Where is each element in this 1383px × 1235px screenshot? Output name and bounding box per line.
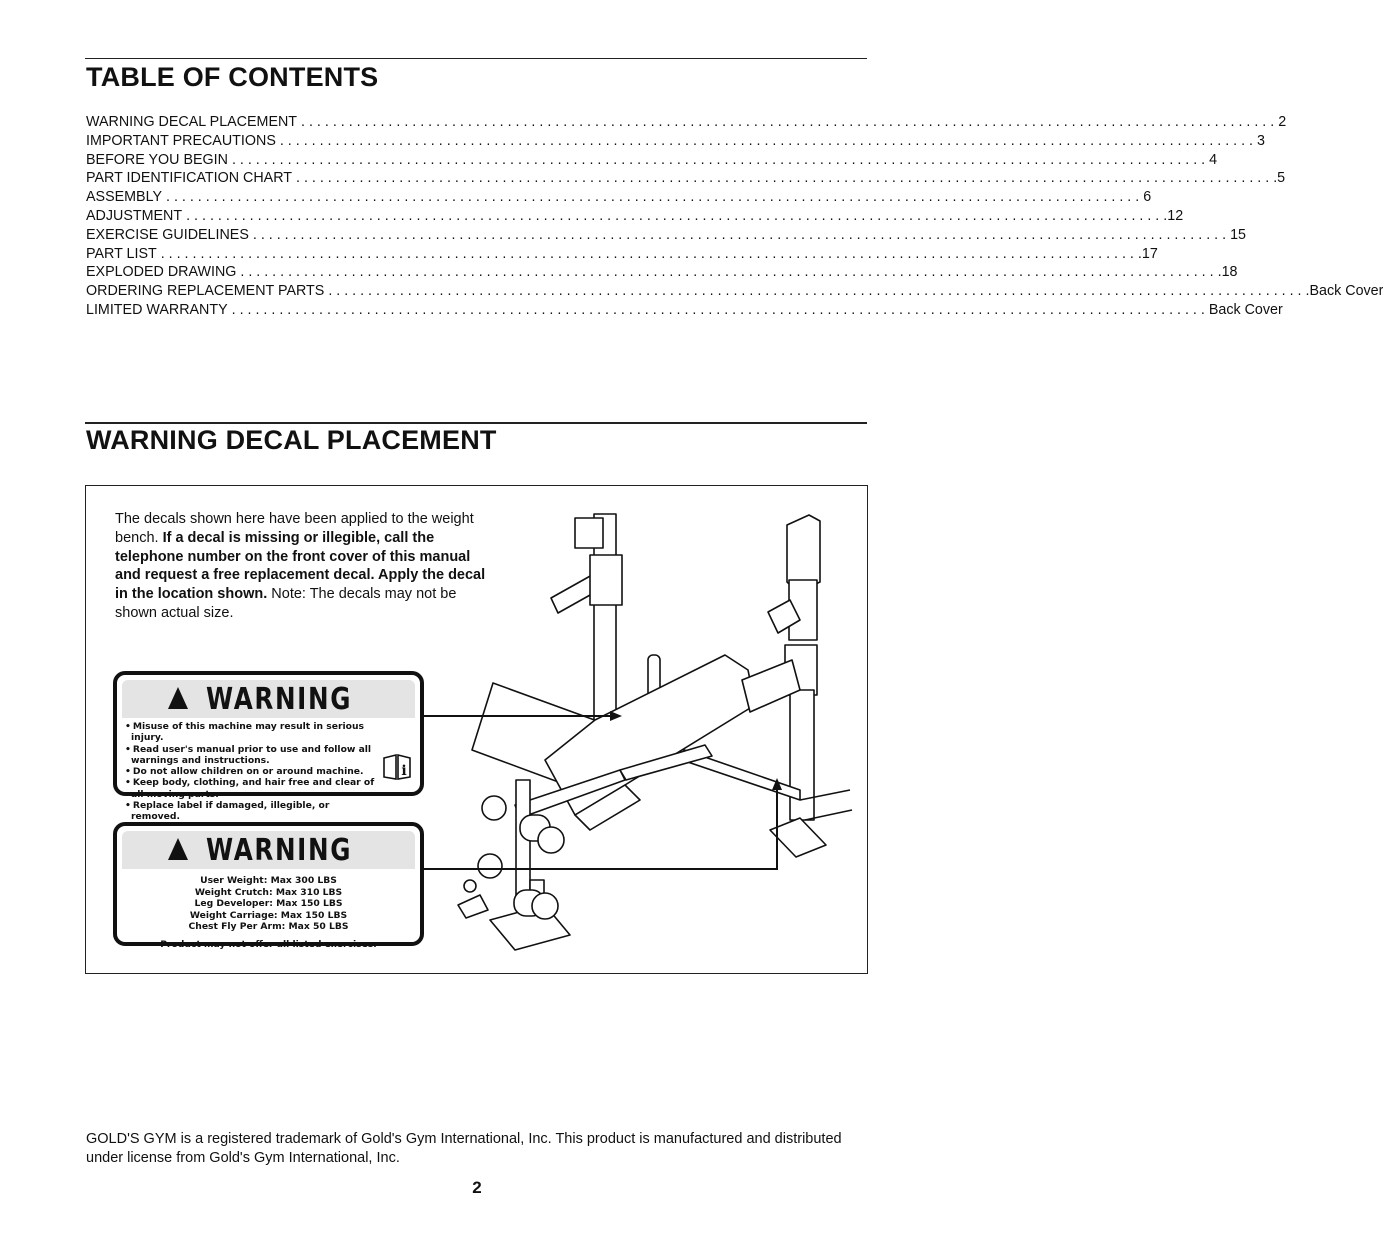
toc-entry[interactable]: BEFORE YOU BEGIN . . . 4 [86, 151, 865, 170]
decal-2-spec: User Weight: Max 300 LBS [200, 875, 337, 886]
decal-1-item: • Read user's manual prior to use and follow all warnings and instructions. [125, 744, 380, 767]
manual-info-icon [382, 753, 412, 781]
decal-1-item: • Do not allow children on or around machine. [125, 766, 380, 777]
decal-2-spec: Weight Carriage: Max 150 LBS [189, 909, 348, 921]
intro-paragraph: The decals shown here have been applied to the weight bench. If a decal is missing or illegible, call the telephone number on the front cover of this manual and request a free replacement decal. Apply the decal in the location shown. Note: The decals may not be shown actual size. [115, 511, 486, 621]
decal-1-item: • Replace label if damaged, illegible, or removed. [125, 800, 380, 823]
toc-entry[interactable]: IMPORTANT PRECAUTIONS . . . 3 [86, 132, 865, 151]
decal-1-warnings [125, 721, 380, 823]
decal-2-spec: Leg Developer: Max 150 LBS [194, 898, 343, 910]
warning-decal-2 [113, 822, 424, 950]
page-number: 2 [472, 1178, 482, 1197]
decal-1-item: • Keep body, clothing, and hair free and clear of all moving parts. [125, 777, 380, 800]
decal-2-header: WARNING [122, 831, 415, 869]
toc-heading: TABLE OF CONTENTS [86, 62, 379, 92]
toc-entry[interactable]: LIMITED WARRANTY . . . Back Cover [86, 301, 865, 320]
toc-entry[interactable]: PART IDENTIFICATION CHART . . . .5 [86, 169, 865, 188]
toc-entry[interactable]: WARNING DECAL PLACEMENT . . . 2 [86, 113, 865, 132]
section-heading: WARNING DECAL PLACEMENT [86, 425, 497, 455]
decal-2-spec: Chest Fly Per Arm: Max 50 LBS [188, 921, 349, 933]
svg-text:i: i [401, 763, 407, 779]
warning-triangle-icon [168, 838, 188, 860]
toc-entry[interactable]: ADJUSTMENT . . . .12 [86, 207, 865, 226]
toc-entry[interactable]: PART LIST . . . .17 [86, 245, 865, 264]
toc-entry[interactable]: ASSEMBLY . . . 6 [86, 188, 865, 207]
toc-entry[interactable]: EXPLODED DRAWING . . . .18 [86, 263, 865, 282]
decal-1-item: • Misuse of this machine may result in serious injury. [125, 721, 380, 744]
warning-triangle-icon [168, 687, 188, 709]
trademark-footer: GOLD'S GYM is a registered trademark of Gold's Gym International, Inc. This product is manufactured and distributed under license from Gold's Gym International, Inc. [86, 1131, 842, 1166]
warning-decal-1 [113, 671, 424, 823]
toc-entry[interactable]: EXERCISE GUIDELINES . . . 15 [86, 226, 865, 245]
decal-2-specs [117, 875, 420, 951]
decal-1-header: WARNING [122, 680, 415, 718]
decal-2-note: Product may not offer all listed exercises. [160, 938, 377, 950]
toc-entry[interactable]: ORDERING REPLACEMENT PARTS . . . .Back Cover [86, 282, 865, 301]
decal-2-spec: Weight Crutch: Max 310 LBS [194, 886, 343, 898]
